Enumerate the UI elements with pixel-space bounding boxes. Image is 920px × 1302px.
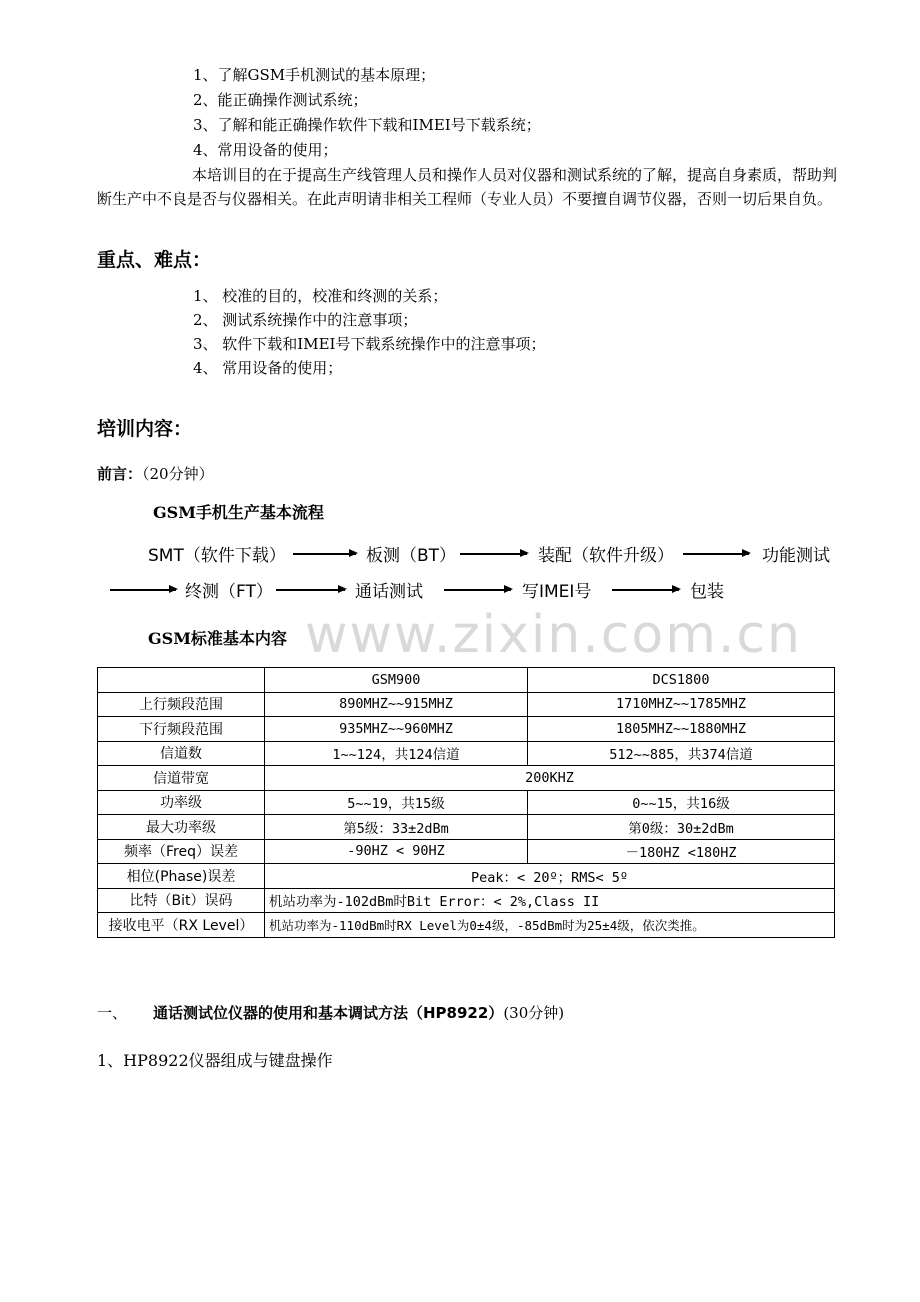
preface-label: 前言：: [97, 465, 143, 483]
merged-cell: Peak：< 20º；RMS< 5º: [265, 864, 835, 889]
key-point-1: 1、 校准的目的，校准和终测的关系；: [193, 287, 448, 305]
gsm-cell: -90HZ < 90HZ: [265, 839, 528, 864]
flow-arrow-icon: [612, 589, 679, 591]
row-label: 最大功率级: [98, 815, 265, 840]
table-row: [98, 717, 835, 742]
flow-step-bt: 板测（BT）: [366, 546, 457, 566]
key-point-4: 4、 常用设备的使用；: [193, 359, 343, 377]
gsm-spec-table: [97, 667, 835, 938]
merged-cell: 200KHZ: [265, 766, 835, 791]
table-row: [98, 815, 835, 840]
section-1-heading: [97, 1002, 564, 1023]
section-1-title: 通话测试位仪器的使用和基本调试方法（HP8922）: [153, 1004, 504, 1022]
objective-3: 3、了解和能正确操作软件下载和IMEI号下载系统；: [193, 116, 541, 134]
flow-step-smt: SMT（软件下载）: [148, 546, 286, 566]
training-heading: 培训内容：: [97, 418, 193, 440]
gsm-cell: 890MHZ~~915MHZ: [265, 692, 528, 717]
intro-paragraph-text: 本培训目的在于提高生产线管理人员和操作人员对仪器和测试系统的了解，提高自身素质，帮助判断生产中不良是否与仪器相关。在此声明请非相关工程师（专业人员）不要擅自调节仪器，否则一切后果自负。: [97, 166, 838, 208]
table-header-cell: DCS1800: [528, 668, 835, 693]
row-label: 上行频段范围: [98, 692, 265, 717]
table-row: [98, 692, 835, 717]
table-row: [98, 741, 835, 766]
dcs-cell: 512~~885，共374信道: [528, 741, 835, 766]
flow-title: GSM手机生产基本流程: [153, 503, 324, 522]
flow-step-function-test: 功能测试: [762, 546, 830, 566]
row-label: 功率级: [98, 790, 265, 815]
preface-time: （20分钟）: [142, 465, 214, 483]
table-row: [98, 766, 835, 791]
dcs-cell: 1710MHZ~~1785MHZ: [528, 692, 835, 717]
objective-1: 1、了解GSM手机测试的基本原理；: [193, 66, 436, 84]
dcs-cell: －180HZ <180HZ: [528, 839, 835, 864]
flow-step-call-test: 通话测试: [355, 582, 423, 602]
flow-arrow-icon: [460, 553, 527, 555]
table-row: [98, 790, 835, 815]
row-label: 接收电平（RX Level）: [98, 913, 265, 938]
flow-arrow-icon: [444, 589, 511, 591]
preface-line: [97, 463, 214, 484]
flow-step-ft: 终测（FT）: [185, 582, 273, 602]
flow-step-imei: 写IMEI号: [522, 582, 592, 602]
row-label: 比特（Bit）误码: [98, 888, 265, 913]
table-row: [98, 888, 835, 913]
row-label: 相位(Phase)误差: [98, 864, 265, 889]
watermark: www.zixin.com.cn: [305, 605, 802, 665]
key-point-3: 3、 软件下载和IMEI号下载系统操作中的注意事项；: [193, 335, 546, 353]
row-label: 信道数: [98, 741, 265, 766]
row-label: 下行频段范围: [98, 717, 265, 742]
key-points-heading: 重点、难点：: [97, 249, 212, 271]
subsection-1-heading: 1、HP8922仪器组成与键盘操作: [97, 1051, 333, 1070]
table-header-cell: [98, 668, 265, 693]
intro-paragraph: [97, 163, 837, 211]
table-title: GSM标准基本内容: [148, 629, 287, 648]
dcs-cell: 0~~15，共16级: [528, 790, 835, 815]
table-header-row: [98, 668, 835, 693]
objective-4: 4、常用设备的使用；: [193, 141, 338, 159]
section-1-number: 一、: [97, 1004, 128, 1022]
section-1-time: (30分钟): [503, 1004, 565, 1022]
flow-arrow-icon: [276, 589, 345, 591]
gsm-cell: 第5级：33±2dBm: [265, 815, 528, 840]
table-row: [98, 913, 835, 938]
table-header-cell: GSM900: [265, 668, 528, 693]
objective-2: 2、能正确操作测试系统；: [193, 91, 368, 109]
row-label: 频率（Freq）误差: [98, 839, 265, 864]
flow-arrow-icon: [683, 553, 749, 555]
merged-cell: 机站功率为-102dBm时Bit Error：< 2%,Class II: [265, 888, 835, 913]
flow-arrow-icon: [110, 589, 176, 591]
merged-cell: 机站功率为-110dBm时RX Level为0±4级，-85dBm时为25±4级，依次类推。: [265, 913, 835, 938]
gsm-cell: 1~~124，共124信道: [265, 741, 528, 766]
key-point-2: 2、 测试系统操作中的注意事项；: [193, 311, 418, 329]
table-row: [98, 839, 835, 864]
row-label: 信道带宽: [98, 766, 265, 791]
gsm-cell: 5~~19，共15级: [265, 790, 528, 815]
flow-step-package: 包装: [690, 582, 724, 602]
dcs-cell: 1805MHZ~~1880MHZ: [528, 717, 835, 742]
flow-step-assembly: 装配（软件升级）: [538, 546, 674, 566]
dcs-cell: 第0级：30±2dBm: [528, 815, 835, 840]
flow-arrow-icon: [293, 553, 356, 555]
gsm-cell: 935MHZ~~960MHZ: [265, 717, 528, 742]
table-row: [98, 864, 835, 889]
